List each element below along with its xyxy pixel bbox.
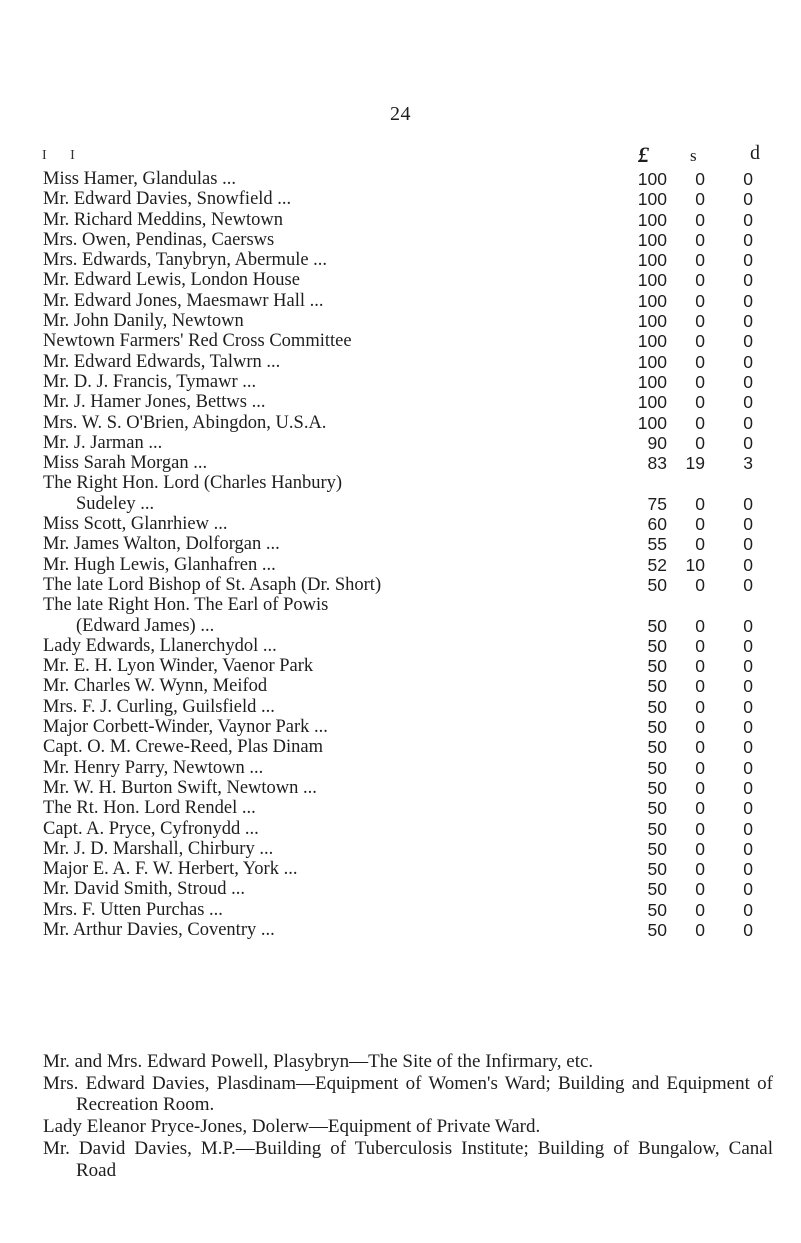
pence-value: 0 <box>743 229 753 250</box>
pence-header: d <box>750 142 760 164</box>
pence-value: 0 <box>743 351 753 372</box>
pounds-value: 50 <box>647 777 667 798</box>
pence-value: 0 <box>743 777 753 798</box>
pence-value: 0 <box>743 574 753 595</box>
shillings-value: 0 <box>695 879 705 900</box>
shillings-value: 0 <box>695 169 705 189</box>
donation-row <box>0 819 801 839</box>
shillings-value: 0 <box>695 838 705 859</box>
donor-name: The Rt. Hon. Lord Rendel ... <box>43 798 256 819</box>
pounds-value: 50 <box>647 899 667 920</box>
shillings-value: 19 <box>685 453 705 474</box>
pounds-value: 50 <box>647 717 667 738</box>
donor-name: Mr. W. H. Burton Swift, Newtown ... <box>43 777 317 798</box>
donor-name: Mr. E. H. Lyon Winder, Vaenor Park <box>43 656 314 677</box>
gift-note: Mrs. Edward Davies, Plasdinam—Equipment of Women's Ward; Building and Equipment of Recreation Room. <box>43 1072 773 1116</box>
donor-name: Mr. Richard Meddins, Newtown <box>43 209 283 230</box>
pounds-value: 100 <box>637 209 667 230</box>
stray-marks: I I <box>42 148 85 163</box>
pounds-value: 83 <box>647 453 667 474</box>
pence-value: 0 <box>743 798 753 819</box>
shillings-value: 0 <box>695 209 705 230</box>
donation-row <box>0 453 801 473</box>
shillings-value: 10 <box>685 554 705 575</box>
donation-row <box>0 595 801 615</box>
donor-name: Mr. Hugh Lewis, Glanhafren ... <box>43 554 276 575</box>
pence-value: 0 <box>743 717 753 738</box>
donor-name: Mr. Edward Lewis, London House <box>43 270 300 291</box>
pounds-value: 50 <box>647 798 667 819</box>
pounds-header: £ <box>638 142 649 167</box>
donor-name: Capt. O. M. Crewe-Reed, Plas Dinam <box>43 737 324 758</box>
donation-row <box>0 676 801 696</box>
donation-row <box>0 230 801 250</box>
donor-name: Mrs. F. J. Curling, Guilsfield ... <box>43 696 275 717</box>
donation-row <box>0 859 801 879</box>
shillings-value: 0 <box>695 859 705 880</box>
donor-name: Mrs. F. Utten Purchas ... <box>43 899 223 920</box>
donation-row <box>0 839 801 859</box>
shillings-value: 0 <box>695 514 705 535</box>
donation-row <box>0 737 801 757</box>
donation-row <box>0 697 801 717</box>
shillings-value: 0 <box>695 493 705 514</box>
pounds-value: 100 <box>637 189 667 210</box>
pence-value: 0 <box>743 493 753 514</box>
pence-value: 0 <box>743 189 753 210</box>
shillings-value: 0 <box>695 290 705 311</box>
donor-name: Mrs. W. S. O'Brien, Abingdon, U.S.A. <box>43 412 327 433</box>
pounds-value: 100 <box>637 351 667 372</box>
pounds-value: 50 <box>647 919 667 940</box>
pence-value: 0 <box>743 209 753 230</box>
page-number: 24 <box>390 103 411 125</box>
shillings-header: s <box>690 146 697 165</box>
donation-list <box>0 169 801 940</box>
shillings-value: 0 <box>695 392 705 413</box>
donation-row <box>0 879 801 899</box>
donor-name: Mr. Edward Edwards, Talwrn ... <box>43 351 281 372</box>
donation-row <box>0 372 801 392</box>
shillings-value: 0 <box>695 432 705 453</box>
shillings-value: 0 <box>695 534 705 555</box>
donor-name: Sudeley ... <box>76 493 155 514</box>
donor-name: Lady Edwards, Llanerchydol ... <box>43 635 277 656</box>
pence-value: 0 <box>743 859 753 880</box>
shillings-value: 0 <box>695 371 705 392</box>
pounds-value: 100 <box>637 311 667 332</box>
pence-value: 0 <box>743 737 753 758</box>
pounds-value: 100 <box>637 371 667 392</box>
donor-name: Mrs. Edwards, Tanybryn, Abermule ... <box>43 250 328 271</box>
donation-row <box>0 169 801 189</box>
donor-name: Mrs. Owen, Pendinas, Caersws <box>43 229 275 250</box>
pence-value: 0 <box>743 331 753 352</box>
donation-row <box>0 555 801 575</box>
donation-row <box>0 189 801 209</box>
shillings-value: 0 <box>695 737 705 758</box>
pence-value: 0 <box>743 514 753 535</box>
donor-name: Mr. David Smith, Stroud ... <box>43 879 245 900</box>
pounds-value: 90 <box>647 432 667 453</box>
pence-value: 0 <box>743 879 753 900</box>
shillings-value: 0 <box>695 270 705 291</box>
shillings-value: 0 <box>695 635 705 656</box>
shillings-value: 0 <box>695 615 705 636</box>
pence-value: 0 <box>743 676 753 697</box>
pounds-value: 50 <box>647 656 667 677</box>
donation-row <box>0 758 801 778</box>
pence-value: 0 <box>743 757 753 778</box>
donor-name: Mr. J. Hamer Jones, Bettws ... <box>43 392 266 413</box>
donation-row <box>0 920 801 940</box>
pounds-value: 50 <box>647 696 667 717</box>
donation-row <box>0 656 801 676</box>
donor-name: Miss Hamer, Glandulas ... <box>43 169 236 189</box>
donor-name: Miss Scott, Glanrhiew ... <box>43 514 228 535</box>
pounds-value: 50 <box>647 838 667 859</box>
donation-row <box>0 616 801 636</box>
donor-name: Newtown Farmers' Red Cross Committee <box>43 331 352 352</box>
donation-row <box>0 798 801 818</box>
pounds-value: 50 <box>647 635 667 656</box>
donation-row <box>0 778 801 798</box>
shillings-value: 0 <box>695 250 705 271</box>
donor-name: Mr. Edward Davies, Snowfield ... <box>43 189 292 210</box>
donor-name: Miss Sarah Morgan ... <box>43 453 208 474</box>
pence-value: 0 <box>743 250 753 271</box>
pence-value: 0 <box>743 311 753 332</box>
pounds-value: 100 <box>637 331 667 352</box>
pence-value: 0 <box>743 838 753 859</box>
pence-value: 0 <box>743 270 753 291</box>
shillings-value: 0 <box>695 351 705 372</box>
donor-name: (Edward James) ... <box>76 615 215 636</box>
pence-value: 0 <box>743 534 753 555</box>
donation-row <box>0 392 801 412</box>
pounds-value: 100 <box>637 392 667 413</box>
donation-row <box>0 636 801 656</box>
shillings-value: 0 <box>695 656 705 677</box>
pence-value: 0 <box>743 635 753 656</box>
pounds-value: 100 <box>637 229 667 250</box>
donor-name: Mr. John Danily, Newtown <box>43 311 244 332</box>
donation-row <box>0 270 801 290</box>
pence-value: 0 <box>743 412 753 433</box>
donor-name: Mr. J. D. Marshall, Chirbury ... <box>43 838 274 859</box>
donation-row <box>0 331 801 351</box>
pounds-value: 52 <box>647 554 667 575</box>
pounds-value: 55 <box>647 534 667 555</box>
donor-name: Mr. J. Jarman ... <box>43 432 163 453</box>
pence-value: 0 <box>743 371 753 392</box>
shillings-value: 0 <box>695 757 705 778</box>
gift-note: Mr. David Davies, M.P.—Building of Tuberculosis Institute; Building of Bungalow, Canal Road <box>43 1137 773 1181</box>
pence-value: 0 <box>743 919 753 940</box>
donor-name: The late Lord Bishop of St. Asaph (Dr. Short) <box>43 574 382 595</box>
donation-row <box>0 291 801 311</box>
pounds-value: 100 <box>637 290 667 311</box>
pounds-value: 100 <box>637 250 667 271</box>
pence-value: 0 <box>743 169 753 189</box>
pounds-value: 75 <box>647 493 667 514</box>
shillings-value: 0 <box>695 899 705 920</box>
shillings-value: 0 <box>695 412 705 433</box>
donor-name: Mr. Arthur Davies, Coventry ... <box>43 919 275 940</box>
pounds-value: 50 <box>647 859 667 880</box>
pounds-value: 50 <box>647 615 667 636</box>
donation-row <box>0 473 801 493</box>
donor-name: Mr. James Walton, Dolforgan ... <box>43 534 280 555</box>
pence-value: 0 <box>743 432 753 453</box>
pence-value: 0 <box>743 656 753 677</box>
shillings-value: 0 <box>695 798 705 819</box>
donation-row <box>0 494 801 514</box>
shillings-value: 0 <box>695 818 705 839</box>
pounds-value: 60 <box>647 514 667 535</box>
pounds-value: 100 <box>637 412 667 433</box>
donor-name: The Right Hon. Lord (Charles Hanbury) <box>43 473 343 494</box>
shillings-value: 0 <box>695 229 705 250</box>
donor-name: Mr. Henry Parry, Newtown ... <box>43 757 264 778</box>
pounds-value: 100 <box>637 169 667 189</box>
shillings-value: 0 <box>695 696 705 717</box>
pence-value: 0 <box>743 392 753 413</box>
shillings-value: 0 <box>695 717 705 738</box>
shillings-value: 0 <box>695 189 705 210</box>
donor-name: Mr. Charles W. Wynn, Meifod <box>43 676 268 697</box>
special-gifts <box>0 1051 801 1181</box>
pounds-value: 50 <box>647 818 667 839</box>
pounds-value: 50 <box>647 757 667 778</box>
shillings-value: 0 <box>695 311 705 332</box>
pounds-value: 50 <box>647 879 667 900</box>
donation-row <box>0 250 801 270</box>
pounds-value: 50 <box>647 737 667 758</box>
shillings-value: 0 <box>695 919 705 940</box>
donor-name: Major E. A. F. W. Herbert, York ... <box>43 859 298 880</box>
pounds-value: 50 <box>647 574 667 595</box>
donation-row <box>0 352 801 372</box>
shillings-value: 0 <box>695 331 705 352</box>
pounds-value: 50 <box>647 676 667 697</box>
donor-name: Mr. D. J. Francis, Tymawr ... <box>43 371 257 392</box>
donation-row <box>0 311 801 331</box>
donation-row <box>0 433 801 453</box>
pence-value: 0 <box>743 290 753 311</box>
pence-value: 0 <box>743 696 753 717</box>
donation-row <box>0 534 801 554</box>
pounds-value: 100 <box>637 270 667 291</box>
donor-name: Mr. Edward Jones, Maesmawr Hall ... <box>43 290 324 311</box>
donor-name: The late Right Hon. The Earl of Powis <box>43 595 329 616</box>
shillings-value: 0 <box>695 777 705 798</box>
donation-row <box>0 210 801 230</box>
donation-row <box>0 413 801 433</box>
gift-note: Lady Eleanor Pryce-Jones, Dolerw—Equipment of Private Ward. <box>43 1116 541 1138</box>
column-headers <box>610 142 770 166</box>
pence-value: 0 <box>743 899 753 920</box>
donation-row <box>0 717 801 737</box>
donation-row <box>0 900 801 920</box>
pence-value: 0 <box>743 615 753 636</box>
donor-name: Major Corbett-Winder, Vaynor Park ... <box>43 717 328 738</box>
shillings-value: 0 <box>695 676 705 697</box>
pence-value: 3 <box>743 453 753 474</box>
pence-value: 0 <box>743 554 753 575</box>
donation-row <box>0 514 801 534</box>
pence-value: 0 <box>743 818 753 839</box>
donation-row <box>0 575 801 595</box>
shillings-value: 0 <box>695 574 705 595</box>
gift-note: Mr. and Mrs. Edward Powell, Plasybryn—The Site of the Infirmary, etc. <box>43 1051 594 1072</box>
donor-name: Capt. A. Pryce, Cyfronydd ... <box>43 818 259 839</box>
